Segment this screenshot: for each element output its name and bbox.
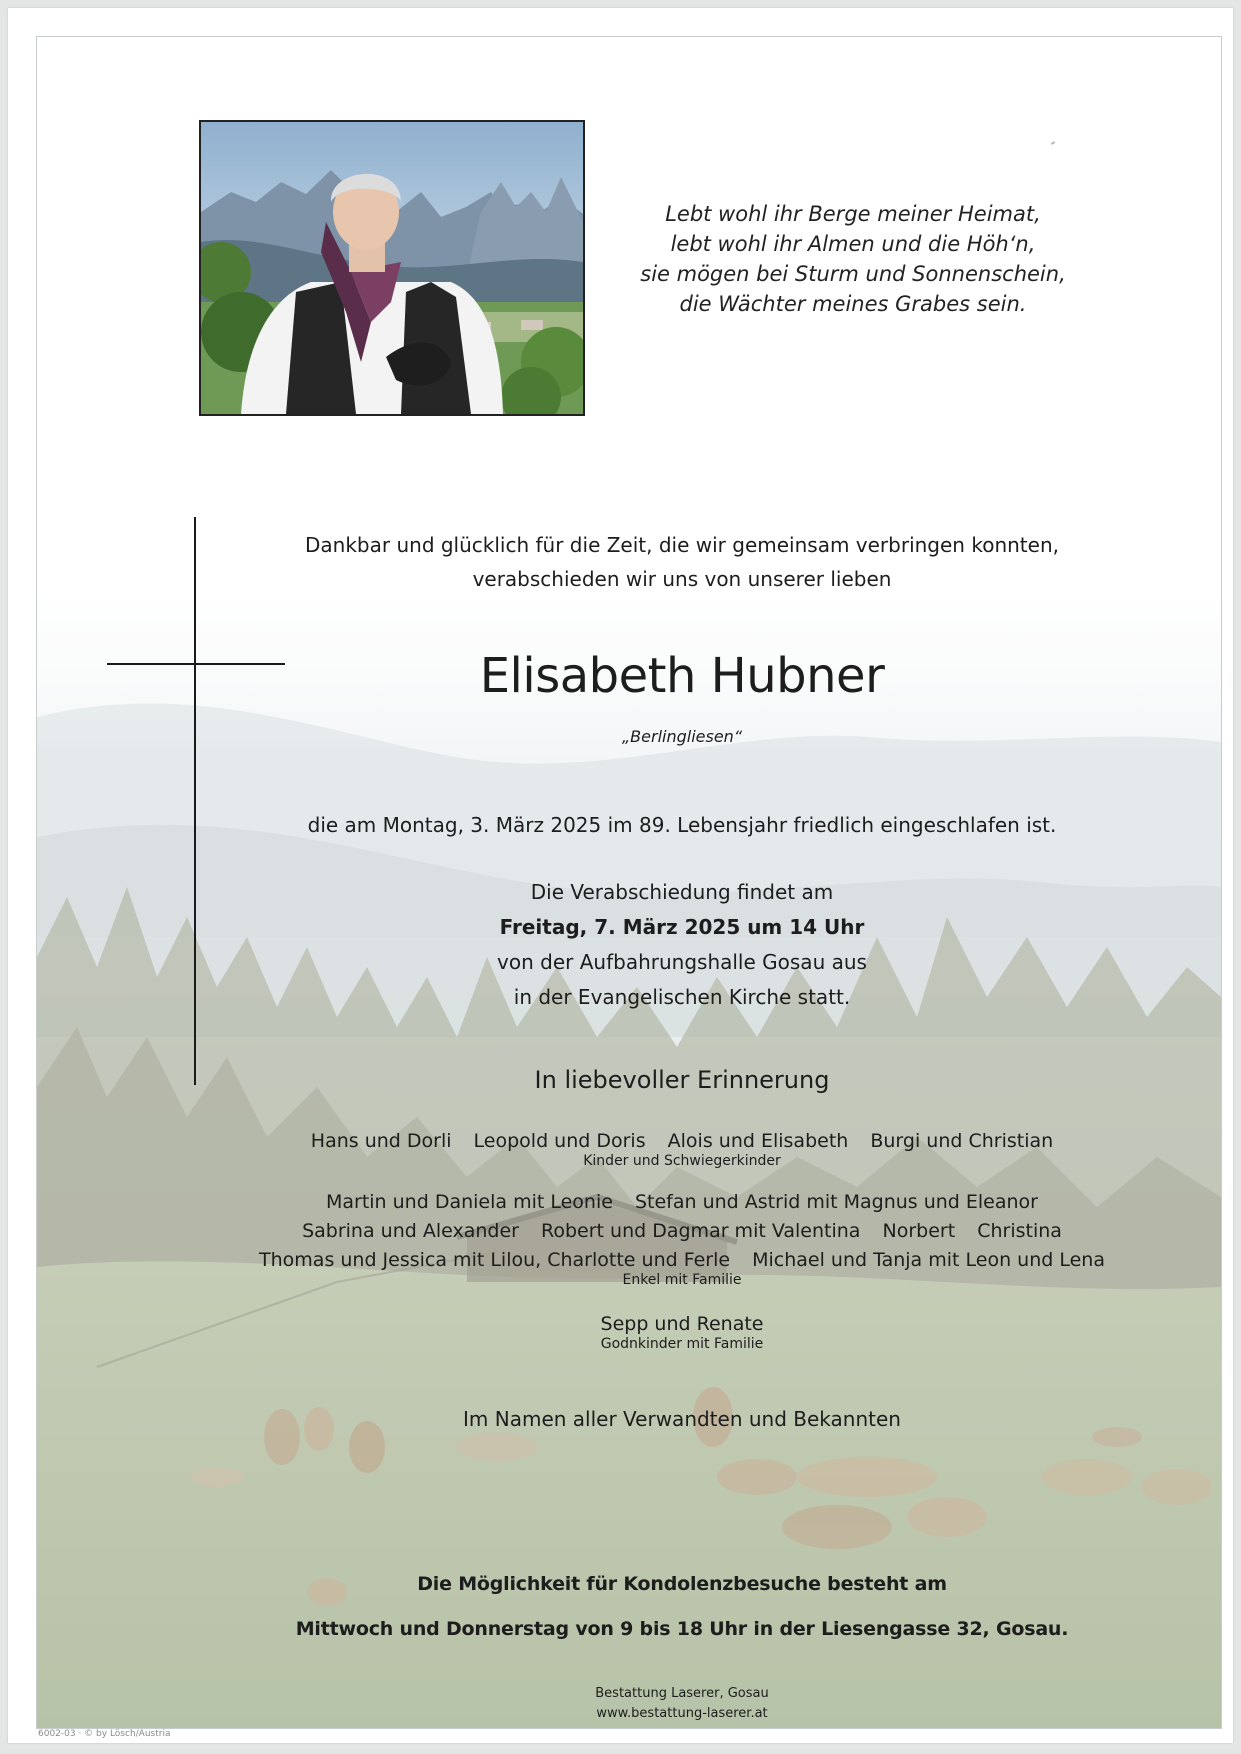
template-code: 6002-03 · © by Lösch/Austria [38,1729,171,1739]
intro-text [237,528,1127,596]
family-member: Martin und Daniela mit Leonie [325,1191,613,1213]
poem-line: sie mögen bei Sturm und Sonnenschein, [640,262,1066,286]
family-role: Enkel mit Familie [622,1272,742,1288]
service-line: in der Evangelischen Kirche statt. [513,985,851,1009]
family-member: Michael und Tanja mit Leon und Lena [752,1249,1105,1271]
deceased-name: Elisabeth Hubner [479,648,885,704]
farewell-poem [623,199,1083,319]
service-line: Die Verabschiedung findet am [530,880,834,904]
family-member: Robert und Dagmar mit Valentina [541,1220,861,1242]
funeral-service-info [237,875,1127,1015]
family-member: Stefan und Astrid mit Magnus und Eleanor [634,1191,1038,1213]
family-godchildren [207,1310,1157,1352]
service-line: von der Aufbahrungshalle Gosau aus [497,950,867,974]
poem-line: lebt wohl ihr Almen und die Höh‘n, [670,232,1036,256]
family-role: Godnkinder mit Familie [600,1336,764,1352]
family-member: Christina [977,1220,1062,1242]
condolence-times: Mittwoch und Donnerstag von 9 bis 18 Uhr in der Liesengasse 32, Gosau. [295,1618,1069,1640]
memory-heading: In liebevoller Erinnerung [534,1066,830,1094]
service-date: Freitag, 7. März 2025 um 14 Uhr [499,915,865,939]
poem-line: die Wächter meines Grabes sein. [679,292,1027,316]
undertaker-info [237,1684,1127,1724]
poem-line: Lebt wohl ihr Berge meiner Heimat, [665,202,1041,226]
family-member: Leopold und Doris [473,1130,646,1152]
family-member: Norbert [882,1220,956,1242]
family-member: Alois und Elisabeth [667,1130,849,1152]
on-behalf-line: Im Namen aller Verwandten und Bekannten [463,1407,901,1431]
family-grandchildren [207,1188,1157,1288]
family-children [207,1127,1157,1169]
undertaker-website[interactable]: www.bestattung-laserer.at [596,1706,768,1721]
obituary-card [8,8,1233,1743]
intro-line: Dankbar und glücklich für die Zeit, die wir gemeinsam verbringen konnten, [305,533,1059,557]
portrait-photo [199,120,585,416]
death-statement: die am Montag, 3. März 2025 im 89. Lebensjahr friedlich eingeschlafen ist. [307,813,1057,837]
family-member: Thomas und Jessica mit Lilou, Charlotte und Ferle [259,1249,731,1271]
intro-line: verabschieden wir uns von unserer lieben [472,567,892,591]
condolence-heading: Die Möglichkeit für Kondolenzbesuche besteht am [417,1573,947,1595]
undertaker-name: Bestattung Laserer, Gosau [595,1686,769,1701]
deceased-nickname: „Berlingliesen“ [621,727,743,746]
family-member: Sepp und Renate [600,1313,764,1335]
family-member: Burgi und Christian [870,1130,1054,1152]
page-frame [36,36,1222,1729]
family-member: Sabrina und Alexander [302,1220,519,1242]
cross-icon [194,517,196,1085]
family-role: Kinder und Schwiegerkinder [583,1153,781,1169]
family-member: Hans und Dorli [310,1130,452,1152]
